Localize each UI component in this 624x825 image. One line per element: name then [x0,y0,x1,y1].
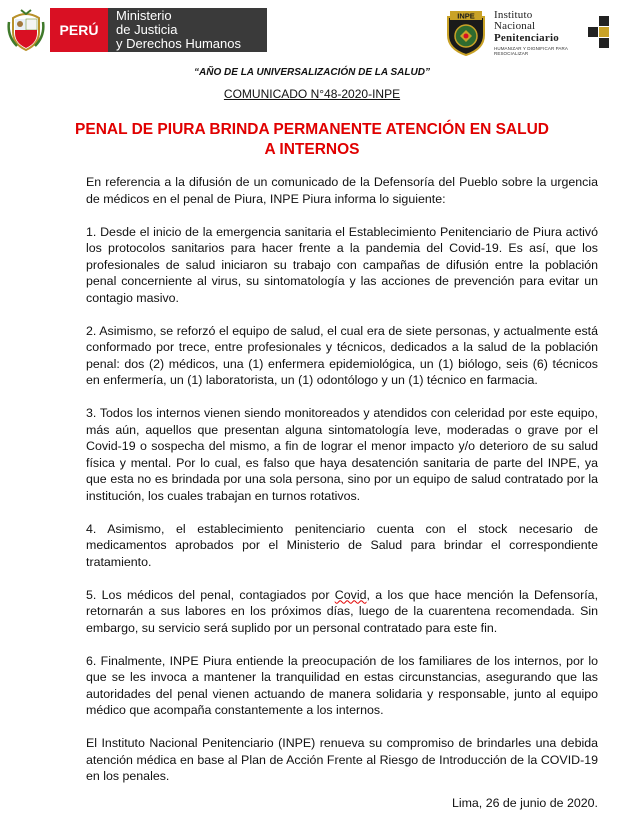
paragraph-3: 3. Todos los internos vienen siendo monitoreados y atendidos con celeridad por este equipo, más aún, aquellos que presentan alguna sintomatología leve, moderadas o grave por el Covid-19 o sospecha del mismo, a fin de lograr el menor impacto y/o deterioro de su salud física y mental. Por lo cual, es falso que haya desatención sanitaria de parte del INPE, ya que esta no es brindada por una sola persona, sino por un equipo de salud contratado por la institución, los cuales trabajan en turnos rotativos. [86,406,598,503]
paragraph-1: 1. Desde el inicio de la emergencia sanitaria el Establecimiento Penitenciario de Piura activó los protocolos sanitarios para hacer frente a la pandemia del Covid-19. Es así, que los profesionales de salud iniciaron su trabajo con campañas de difusión entre la población penal concerniente al virus, su sintomatología y las acciones de prevención para evitar un contagio masivo. [86,224,598,305]
document-body [86,174,598,801]
paragraph-6: 6. Finalmente, INPE Piura entiende la preocupación de los familiares de los internos, por lo que se les invoca a mantener la tranquilidad en estas circunstancias, asegurando que las autoridades del penal vienen actuando de manera solidaria y responsable, junto al equipo médico que acompaña constantemente a los internos. [86,653,598,717]
inpe-line-3: Penitenciario [494,32,559,44]
paragraph-4: 4. Asimismo, el establecimiento penitenciario cuenta con el stock necesario de medicamentos aprobados por el Ministerio de Salud para brindar el correspondiente tratamiento. [86,521,598,569]
paragraph-2: 2. Asimismo, se reforzó el equipo de salud, el cual era de siete personas, y actualmente está conformado por trece, entre profesionales y técnicos, dedicados a la salud de la población penal: dos (2) médicos, una (1) enfermera epidemiológica, un (1) biólogo, seis (6) técnicos en enfermería, un (1) laboratorista, un (1) odontólogo y un (1) técnico en farmacia. [86,323,598,387]
closing-paragraph: El Instituto Nacional Penitenciario (INPE) renueva su compromiso de brindarles una debida atención médica en base al Plan de Acción Frente al Riesgo de Introducción de la COVID-19 en los penales. [86,736,598,783]
inpe-squares-icon [588,16,610,50]
inpe-logo [444,6,610,60]
country-label: PERÚ [50,8,108,52]
paragraph-5-start: 5. Los médicos del penal, contagiados por [86,587,335,602]
paragraph-5 [86,587,598,637]
inpe-tagline: HUMANIZAR Y DIGNIFICAR PARA RESOCIALIZAR [494,46,568,56]
inpe-name [494,10,586,56]
ministry-line-1: Ministerio [116,8,172,23]
spellcheck-word: Covid [334,587,367,602]
communique-number: COMUNICADO N°48-2020-INPE [223,87,401,101]
year-motto: “AÑO DE LA UNIVERSALIZACIÓN DE LA SALUD” [194,67,430,78]
paragraph-5-end: , a los que hace mención la Defensoría, retornarán a sus labores en los próximos días, luego de la cuarentena recomendada. Sin embargo, su servicio será suplido por un personal contratado para este fin. [86,587,599,635]
place-and-date: Lima, 26 de junio de 2020. [451,796,598,810]
ministry-name [108,8,267,52]
coat-of-arms-icon [6,8,46,52]
inpe-line-2: Nacional [494,20,536,32]
inpe-line-1: Instituto [494,9,533,21]
ministry-line-3: y Derechos Humanos [116,36,241,51]
government-logo [6,8,267,52]
letterhead [0,0,624,60]
inpe-badge-label: INPE [457,11,475,21]
press-release-title: PENAL DE PIURA BRINDA PERMANENTE ATENCIÓN EN SALUD A INTERNOS [75,121,549,158]
ministry-line-2: de Justicia [116,22,178,37]
inpe-badge-icon [444,9,488,57]
intro-paragraph: En referencia a la difusión de un comunicado de la Defensoría del Pueblo sobre la urgencia de médicos en el penal de Piura, INPE Piura informa lo siguiente: [86,175,598,206]
